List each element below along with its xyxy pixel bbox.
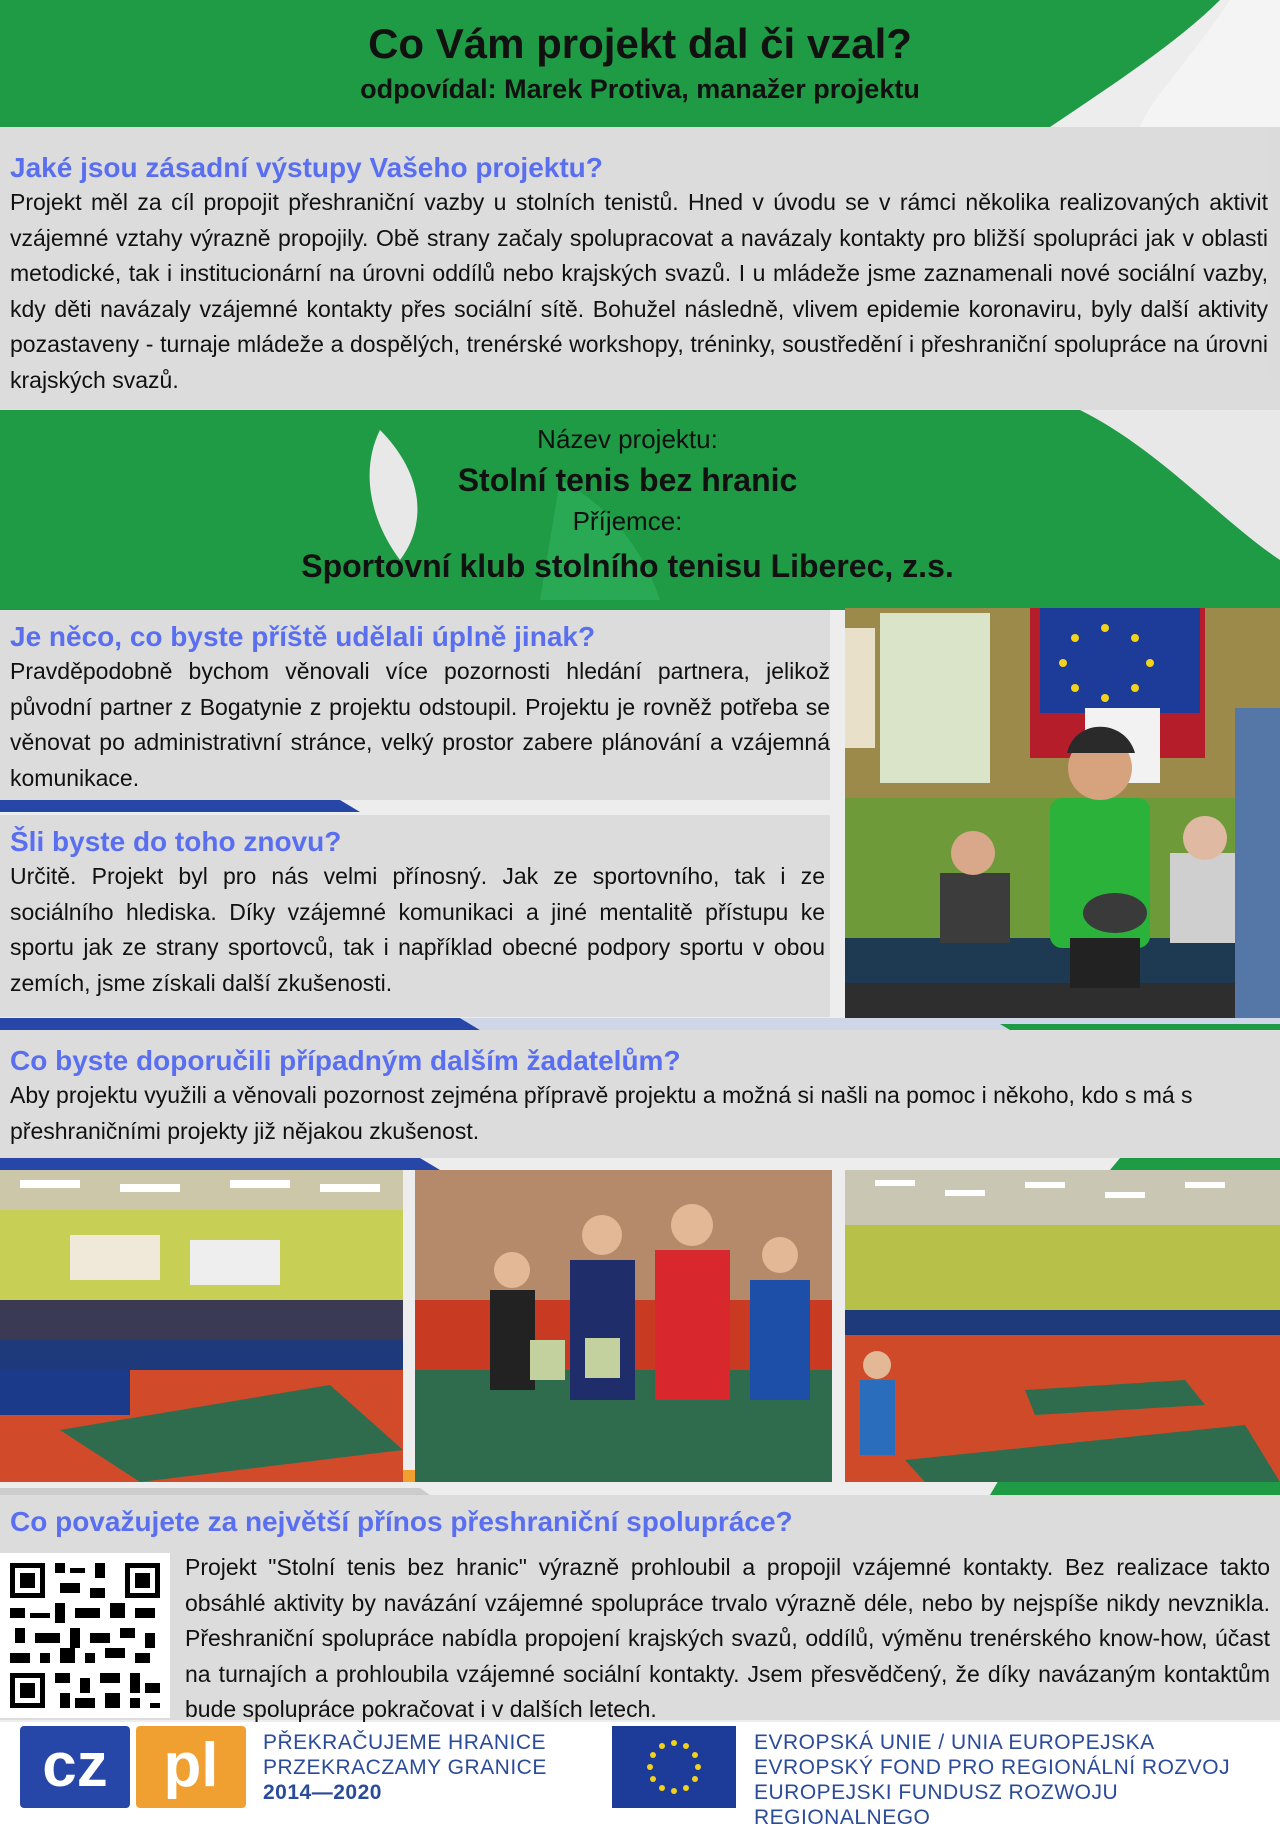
page-title: Co Vám projekt dal či vzal? <box>368 20 912 67</box>
photo-player <box>845 608 1280 1018</box>
answer-recommend: Aby projektu využili a věnovali pozornost zejména přípravě projektu a možná si našli na pomoc i někoho, kdo s má s přeshraničními projekty již nějakou zkušenost. <box>10 1082 1193 1144</box>
page-subtitle: odpovídal: Marek Protiva, manažer projektu <box>360 74 920 104</box>
photo-hall-right <box>845 1170 1280 1482</box>
program-text <box>263 1730 547 1805</box>
header <box>0 0 1280 127</box>
answer-benefit-box <box>185 1550 1270 1728</box>
eu-line-1: EVROPSKÁ UNIE / UNIA EUROPEJSKA <box>754 1731 1155 1754</box>
section-different <box>0 610 830 800</box>
eu-text <box>754 1730 1280 1830</box>
question-again: Šli byste do toho znovu? <box>10 826 342 857</box>
project-info <box>0 420 1255 588</box>
eu-line-2: EVROPSKÝ FOND PRO REGIONÁLNÍ ROZVOJ <box>754 1756 1231 1779</box>
question-different: Je něco, co byste příště udělali úplně jinak? <box>10 621 596 652</box>
answer-outputs: Projekt měl za cíl propojit přeshraniční vazby u stolních tenistů. Hned v úvodu se v rámci několika realizovaných aktivit vzájemné vztahy výrazně propojily. Obě strany začaly spolupracovat a navázaly kontakty pro bližší spolupráci jak v oblasti metodické, tak i institucionární na úrovni oddílů nebo krajských svazů. I u mládeže jsme zaznamenali nové sociální vazby, kdy děti navázaly vzájemné kontakty přes sociální sítě. Bohužel následně, vlivem epidemie koronaviru, byly další aktivity pozastaveny - turnaje mládeže a dospělých, trenérské workshopy, tréninky, soustředění i přeshraniční spolupráce na úrovni krajských svazů. <box>10 189 1268 393</box>
program-line-3: 2014—2020 <box>263 1781 382 1804</box>
project-name: Stolní tenis bez hranic <box>457 462 798 498</box>
answer-again: Určitě. Projekt byl pro nás velmi přínosný. Jak ze sportovního, tak i ze sociálního hlediska. Díky vzájemné komunikaci a jiné mentalitě přístupu ke sportu jak ze strany sportovců, tak i například obecné podpory sportu v obou zemích, jsme získali další zkušenosti. <box>10 863 825 996</box>
recipient-label: Příjemce: <box>572 506 683 536</box>
recipient-name: Sportovní klub stolního tenisu Liberec, z.s. <box>301 548 954 584</box>
section-outputs <box>0 127 1280 410</box>
answer-different: Pravděpodobně bychom věnovali více pozornosti hledání partnera, jelikož původní partner z Bogatynie z projektu odstoupil. Projektu je rovněž potřeba se věnovat po administrativní stránce, velký prostor zabere plánování a vzájemná komunikace. <box>10 658 830 791</box>
project-name-label: Název projektu: <box>537 424 718 454</box>
photo-hall-left <box>0 1170 403 1482</box>
footer <box>0 1722 1280 1829</box>
cz-logo: cz <box>20 1726 130 1808</box>
pl-logo: pl <box>136 1726 246 1808</box>
eu-flag-icon <box>612 1726 736 1808</box>
qr-code <box>0 1553 170 1718</box>
section-again <box>0 815 830 1017</box>
question-recommend: Co byste doporučili případným dalším žadatelům? <box>10 1045 681 1076</box>
photo-winners <box>415 1170 832 1482</box>
answer-benefit: Projekt "Stolní tenis bez hranic" výrazně prohloubil a propojil vzájemné kontakty. Bez realizace takto obsáhlé aktivity by navázání vzájemné spolupráce trvalo výrazně déle, nebo by nejspíše nikdy nevznikla. Přeshraniční spolupráce nabídla propojení krajských svazů, oddílů, výměnu trenérského know-how, účast na turnajích a prohloubila vzájemné sociální kontakty. Jsem přesvědčený, že díky navázaným kontaktům bude spolupráce pokračovat i v dalších letech. <box>185 1554 1270 1722</box>
section-recommend <box>0 1030 1280 1158</box>
program-line-2: PRZEKRACZAMY GRANICE <box>263 1756 547 1779</box>
question-outputs: Jaké jsou zásadní výstupy Vašeho projektu? <box>10 152 603 183</box>
program-line-1: PŘEKRAČUJEME HRANICE <box>263 1731 547 1754</box>
eu-line-3: EUROPEJSKI FUNDUSZ ROZWOJU REGIONALNEGO <box>754 1781 1119 1829</box>
question-benefit: Co považujete za největší přínos přeshraniční spolupráce? <box>10 1506 793 1537</box>
